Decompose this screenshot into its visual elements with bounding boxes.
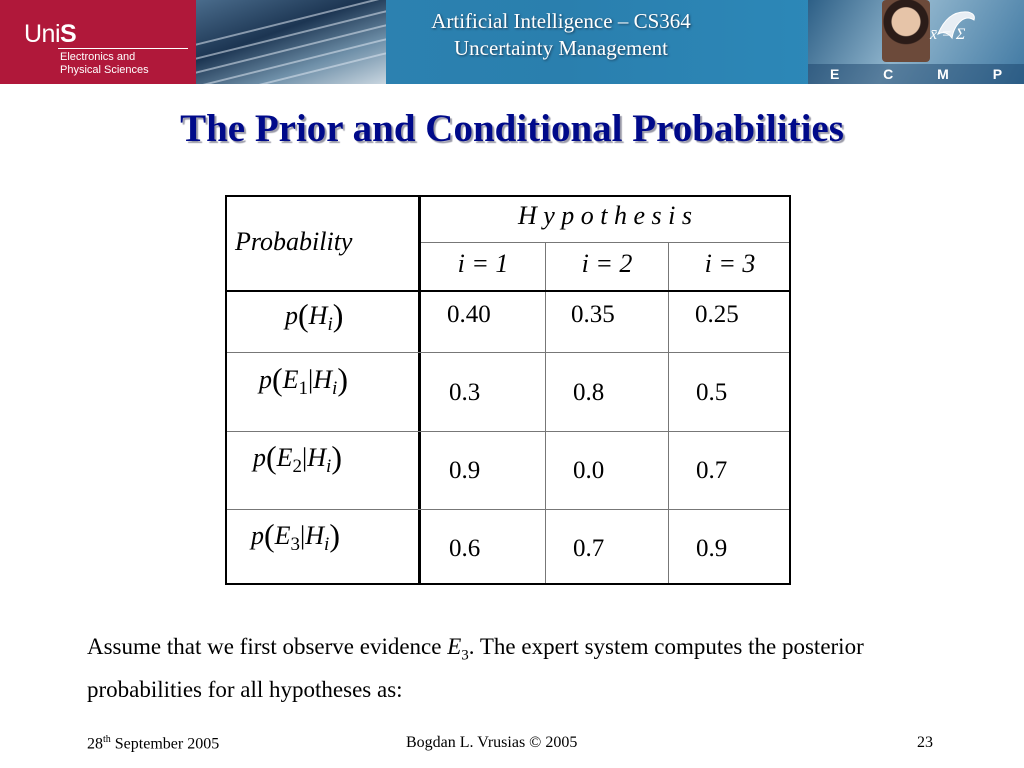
footer-date: 28th September 2005 bbox=[87, 734, 220, 753]
building-photo bbox=[196, 0, 386, 84]
course-title: Artificial Intelligence – CS364 Uncertainty Management bbox=[431, 9, 691, 60]
table-cell: 0.0 bbox=[573, 457, 605, 484]
table-cell: 0.5 bbox=[696, 379, 728, 406]
table-cell: 0.3 bbox=[449, 379, 481, 406]
body-paragraph: Assume that we first observe evidence $E_3$. The expert system computes the posterior probabilities for all hypotheses as: bbox=[87, 634, 864, 702]
unis-logo bbox=[0, 0, 196, 84]
logo-wordmark: UniS bbox=[24, 20, 77, 48]
column-header-i3: i = 3 bbox=[704, 249, 756, 278]
footer-author: Bogdan L. Vrusias © 2005 bbox=[406, 734, 578, 751]
ecmp-strip: E C M P bbox=[808, 64, 1024, 84]
table-cell: 0.40 bbox=[447, 301, 491, 328]
probability-table bbox=[225, 195, 791, 585]
table-cell: 0.7 bbox=[696, 457, 728, 484]
table-cell: 0.6 bbox=[449, 535, 481, 562]
row-label-e3: $p(E_3|H_i)$ bbox=[251, 517, 340, 555]
row-label-e1: $p(E_1|H_i)$ bbox=[259, 361, 348, 399]
table-cell: 0.9 bbox=[449, 457, 481, 484]
table-cell: 0.25 bbox=[695, 301, 739, 328]
logo-rule bbox=[58, 48, 188, 49]
table-cell: 0.8 bbox=[573, 379, 605, 406]
row-label-prior: $p(H_i)$ bbox=[285, 297, 344, 335]
header-banner bbox=[0, 0, 1024, 84]
row-label-e2: $p(E_2|H_i)$ bbox=[253, 439, 342, 477]
table-cell: 0.9 bbox=[696, 535, 728, 562]
person-photo bbox=[882, 0, 930, 62]
page-number: 23 bbox=[917, 734, 933, 751]
slide-title: The Prior and Conditional Probabilities bbox=[180, 107, 844, 150]
sigma-formula-icon: x̄ = Σ bbox=[930, 26, 966, 43]
table-cell: 0.35 bbox=[571, 301, 615, 328]
table-cell: 0.7 bbox=[573, 535, 605, 562]
department-name: Electronics and Physical Sciences bbox=[60, 51, 149, 76]
probability-header: Probability bbox=[235, 227, 353, 256]
column-header-i1: i = 1 bbox=[457, 249, 509, 278]
banner-collage bbox=[808, 0, 1024, 84]
column-header-i2: i = 2 bbox=[581, 249, 633, 278]
hypothesis-header: H y p o t h e s i s bbox=[517, 201, 693, 230]
